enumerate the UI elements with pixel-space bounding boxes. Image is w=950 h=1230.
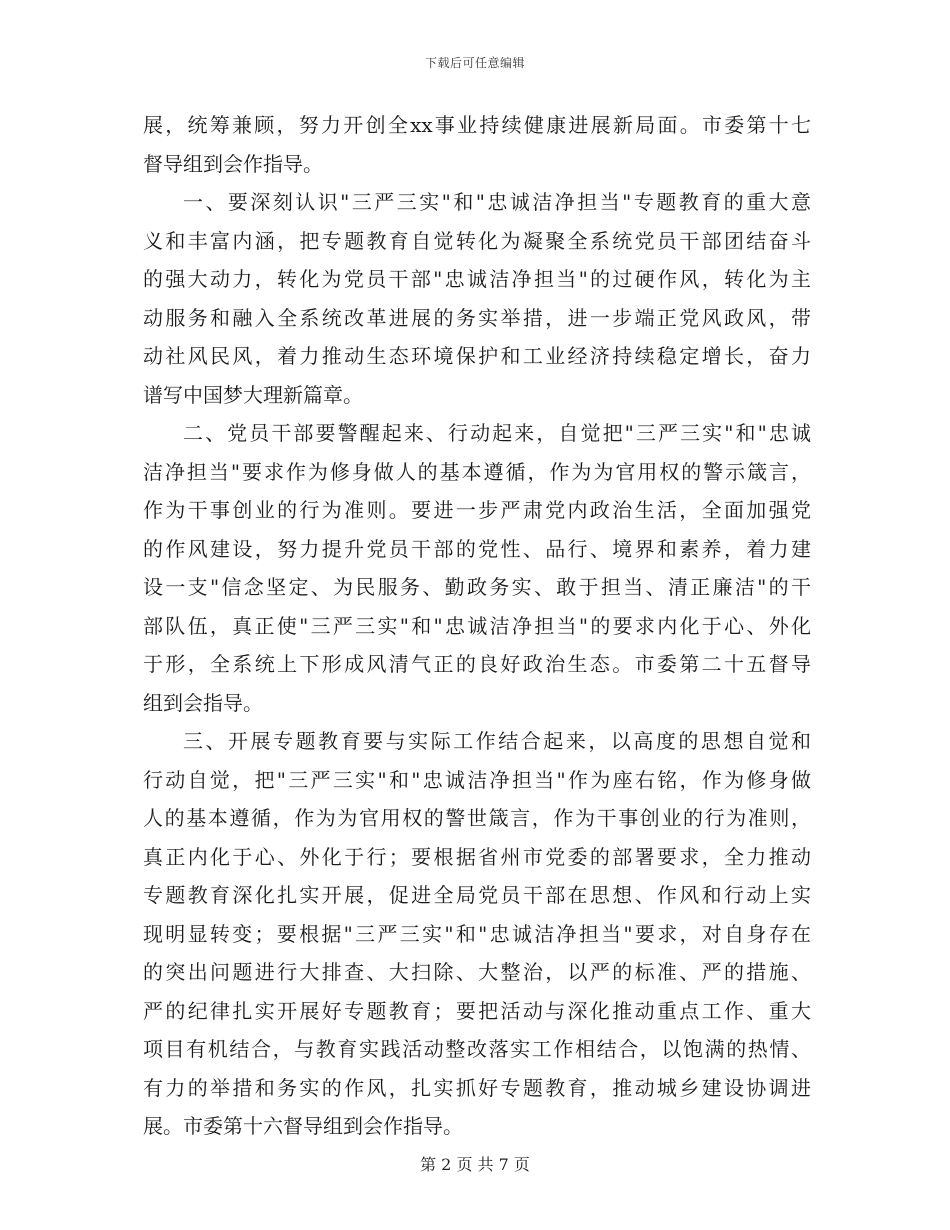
text-line: 专题教育深化扎实开展，促进全局党员干部在思想、作风和行动上实 [143, 883, 811, 907]
text-line: 人的基本遵循，作为为官用权的警世箴言，作为干事创业的行为准则， [143, 806, 811, 830]
page-footer: 第 2 页 共 7 页 [420, 1155, 530, 1174]
text-line: 的作风建设，努力提升党员干部的党性、品行、境界和素养，着力建 [143, 536, 811, 561]
text-line: 二、党员干部要警醒起来、行动起来，自觉把"三严三实"和"忠诚 [183, 421, 811, 445]
text-line: 项目有机结合，与教育实践活动整改落实工作相结合，以饱满的热情、 [143, 1037, 811, 1061]
text-line: 设一支"信念坚定、为民服务、勤政务实、敢于担当、清正廉洁"的干 [143, 575, 811, 599]
text-line: 谱写中国梦大理新篇章。 [143, 382, 363, 407]
text-line: 作为干事创业的行为准则。要进一步严肃党内政治生活，全面加强党 [143, 498, 811, 522]
text-line: 行动自觉，把"三严三实"和"忠诚洁净担当"作为座右铭，作为修身做 [143, 767, 811, 792]
page-header: 下载后可任意编辑 [424, 56, 525, 70]
text-line: 洁净担当"要求作为修身做人的基本遵循，作为为官用权的警示箴言， [143, 459, 811, 484]
text-line: 严的纪律扎实开展好专题教育；要把活动与深化推动重点工作、重大 [143, 998, 811, 1023]
text-line: 展。市委第十六督导组到会作指导。 [143, 1114, 463, 1138]
text-line: 真正内化于心、外化于行；要根据省州市党委的部署要求，全力推动 [143, 844, 811, 869]
document-body [143, 106, 811, 1146]
text-line: 的强大动力，转化为党员干部"忠诚洁净担当"的过硬作风，转化为主 [143, 267, 811, 291]
text-line: 的突出问题进行大排查、大扫除、大整治，以严的标准、严的措施、 [143, 960, 811, 984]
text-line: 督导组到会作指导。 [143, 151, 323, 176]
text-line: 组到会指导。 [143, 690, 263, 715]
text-line: 现明显转变；要根据"三严三实"和"忠诚洁净担当"要求，对自身存在 [143, 921, 811, 946]
text-line: 动社风民风，着力推动生态环境保护和工业经济持续稳定增长，奋力 [143, 344, 811, 368]
text-line: 展，统筹兼顾，努力开创全xx事业持续健康进展新局面。市委第十七 [143, 113, 811, 137]
text-line: 三、开展专题教育要与实际工作结合起来，以高度的思想自觉和 [183, 729, 811, 753]
text-line: 动服务和融入全系统改革进展的务实举措，进一步端正党风政风，带 [143, 305, 811, 330]
text-line: 义和丰富内涵，把专题教育自觉转化为凝聚全系统党员干部团结奋斗 [143, 228, 811, 253]
text-line: 一、要深刻认识"三严三实"和"忠诚洁净担当"专题教育的重大意 [183, 190, 811, 214]
text-line: 于形，全系统上下形成风清气正的良好政治生态。市委第二十五督导 [143, 652, 811, 676]
text-line: 有力的举措和务实的作风，扎实抓好专题教育，推动城乡建设协调进 [143, 1075, 811, 1100]
text-line: 部队伍，真正使"三严三实"和"忠诚洁净担当"的要求内化于心、外化 [143, 613, 811, 638]
